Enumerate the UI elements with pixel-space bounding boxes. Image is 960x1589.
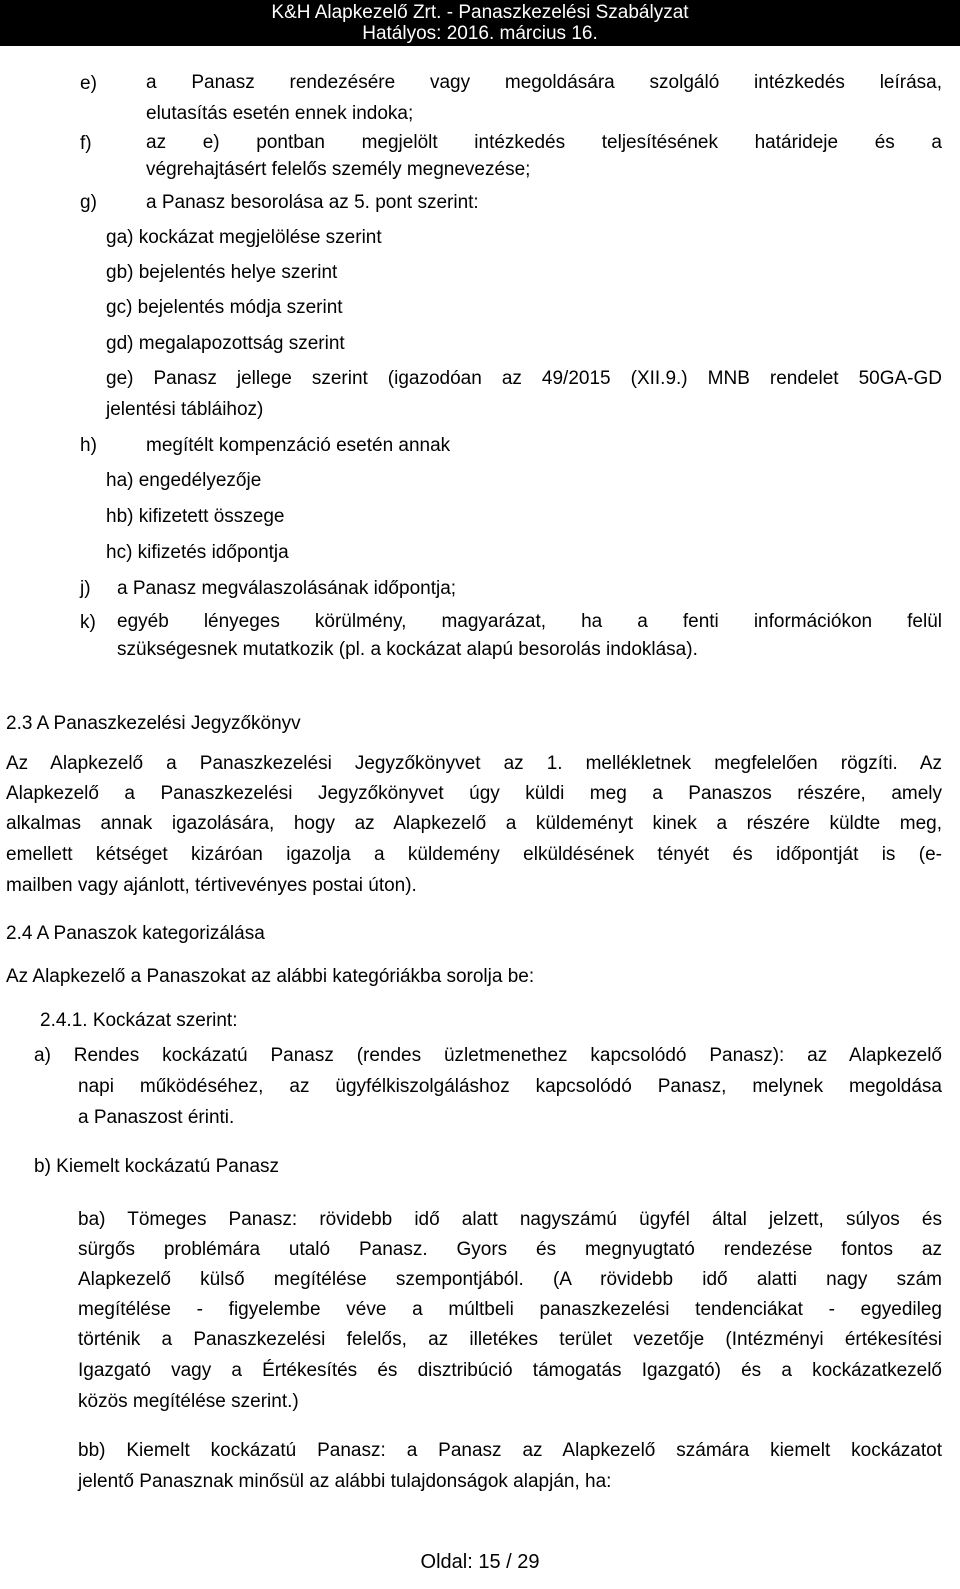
item-ba-line3: Alapkezelő külső megítélése szempontjából. (A rövidebb idő alatti nagy szám	[78, 1269, 942, 1290]
list-item-k-line1: egyéb lényeges körülmény, magyarázat, ha a fenti információkon felül	[117, 611, 942, 632]
section-2-3-paragraph-line3: alkalmas annak igazolására, hogy az Alapkezelő a küldeményt kinek a részére küldte meg,	[6, 813, 942, 834]
list-label-k: k)	[80, 612, 96, 633]
item-bb-line1: bb) Kiemelt kockázatú Panasz: a Panasz az Alapkezelő számára kiemelt kockázatot	[78, 1440, 942, 1461]
item-ba-line6: Igazgató vagy a Értékesítés és disztribúció támogatás Igazgató) és a kockázatkezelő	[78, 1360, 942, 1381]
list-item-f-line1: az e) pontban megjelölt intézkedés teljesítésének határideje és a	[146, 132, 942, 153]
item-a-line3: a Panaszost érinti.	[78, 1107, 235, 1128]
list-item-ge-line2: jelentési tábláihoz)	[106, 399, 264, 420]
section-2-3-paragraph-line5: mailben vagy ajánlott, tértivevényes postai úton).	[6, 875, 417, 896]
list-item-ha: ha) engedélyezője	[106, 470, 262, 491]
page-number: Oldal: 15 / 29	[420, 1551, 540, 1573]
list-item-gd: gd) megalapozottság szerint	[106, 333, 345, 354]
list-item-ge-line1: ge) Panasz jellege szerint (igazodóan az 49/2015 (XII.9.) MNB rendelet 50GA-GD	[106, 368, 942, 389]
list-item-k-line2: szükségesnek mutatkozik (pl. a kockázat alapú besorolás indoklása).	[117, 639, 698, 660]
list-label-j: j)	[80, 578, 91, 599]
list-item-hc: hc) kifizetés időpontja	[106, 542, 289, 563]
section-heading-2-3: 2.3 A Panaszkezelési Jegyzőkönyv	[6, 713, 301, 734]
list-item-gc: gc) bejelentés módja szerint	[106, 297, 343, 318]
section-2-4-1-heading: 2.4.1. Kockázat szerint:	[40, 1010, 238, 1031]
list-label-h: h)	[80, 435, 97, 456]
list-label-e: e)	[80, 73, 97, 94]
list-item-gb: gb) bejelentés helye szerint	[106, 262, 338, 283]
item-bb-line2: jelentő Panasznak minősül az alábbi tulajdonságok alapján, ha:	[78, 1471, 612, 1492]
list-item-hb: hb) kifizetett összege	[106, 506, 285, 527]
header-title: K&H Alapkezelő Zrt. - Panaszkezelési Szabályzat	[271, 2, 689, 23]
item-ba-line4: megítélése - figyelembe véve a múltbeli panaszkezelési tendenciákat - egyedileg	[78, 1299, 942, 1320]
list-item-j-line1: a Panasz megválaszolásának időpontja;	[117, 578, 457, 599]
section-2-3-paragraph-line1: Az Alapkezelő a Panaszkezelési Jegyzőkönyvet az 1. mellékletnek megfelelően rögzíti. Az	[6, 753, 942, 774]
list-item-ga: ga) kockázat megjelölése szerint	[106, 227, 382, 248]
section-heading-2-4: 2.4 A Panaszok kategorizálása	[6, 923, 265, 944]
item-a-line2: napi működéséhez, az ügyfélkiszolgáláshoz kapcsolódó Panasz, melynek megoldása	[78, 1076, 942, 1097]
item-a-line1: a) Rendes kockázatú Panasz (rendes üzletmenethez kapcsolódó Panasz): az Alapkezelő	[34, 1045, 942, 1066]
page-header	[0, 0, 960, 46]
section-2-3-paragraph-line4: emellett kétséget kizáróan igazolja a küldemény elküldésének tényét és időpontját is (e-	[6, 844, 942, 865]
section-2-4-intro: Az Alapkezelő a Panaszokat az alábbi kategóriákba sorolja be:	[6, 966, 535, 987]
list-item-h-line1: megítélt kompenzáció esetén annak	[146, 435, 451, 456]
item-b-line1: b) Kiemelt kockázatú Panasz	[34, 1156, 280, 1177]
section-2-3-paragraph-line2: Alapkezelő a Panaszkezelési Jegyzőkönyvet úgy küldi meg a Panaszos részére, amely	[6, 783, 942, 804]
list-item-e-line2: elutasítás esetén ennek indoka;	[146, 103, 414, 124]
item-ba-line7: közös megítélése szerint.)	[78, 1391, 299, 1412]
list-label-g: g)	[80, 192, 97, 213]
list-item-g-line1: a Panasz besorolása az 5. pont szerint:	[146, 192, 479, 213]
header-effective-date: Hatályos: 2016. március 16.	[362, 23, 598, 44]
item-ba-line1: ba) Tömeges Panasz: rövidebb idő alatt nagyszámú ügyfél által jelzett, súlyos és	[78, 1209, 942, 1230]
list-item-f-line2: végrehajtásért felelős személy megnevezése;	[146, 159, 531, 180]
item-ba-line5: történik a Panaszkezelési felelős, az illetékes terület vezetője (Intézményi értékesítési	[78, 1329, 942, 1350]
list-item-e-line1: a Panasz rendezésére vagy megoldására szolgáló intézkedés leírása,	[146, 72, 942, 93]
item-ba-line2: sürgős problémára utaló Panasz. Gyors és megnyugtató rendezése fontos az	[78, 1239, 942, 1260]
list-label-f: f)	[80, 133, 92, 154]
